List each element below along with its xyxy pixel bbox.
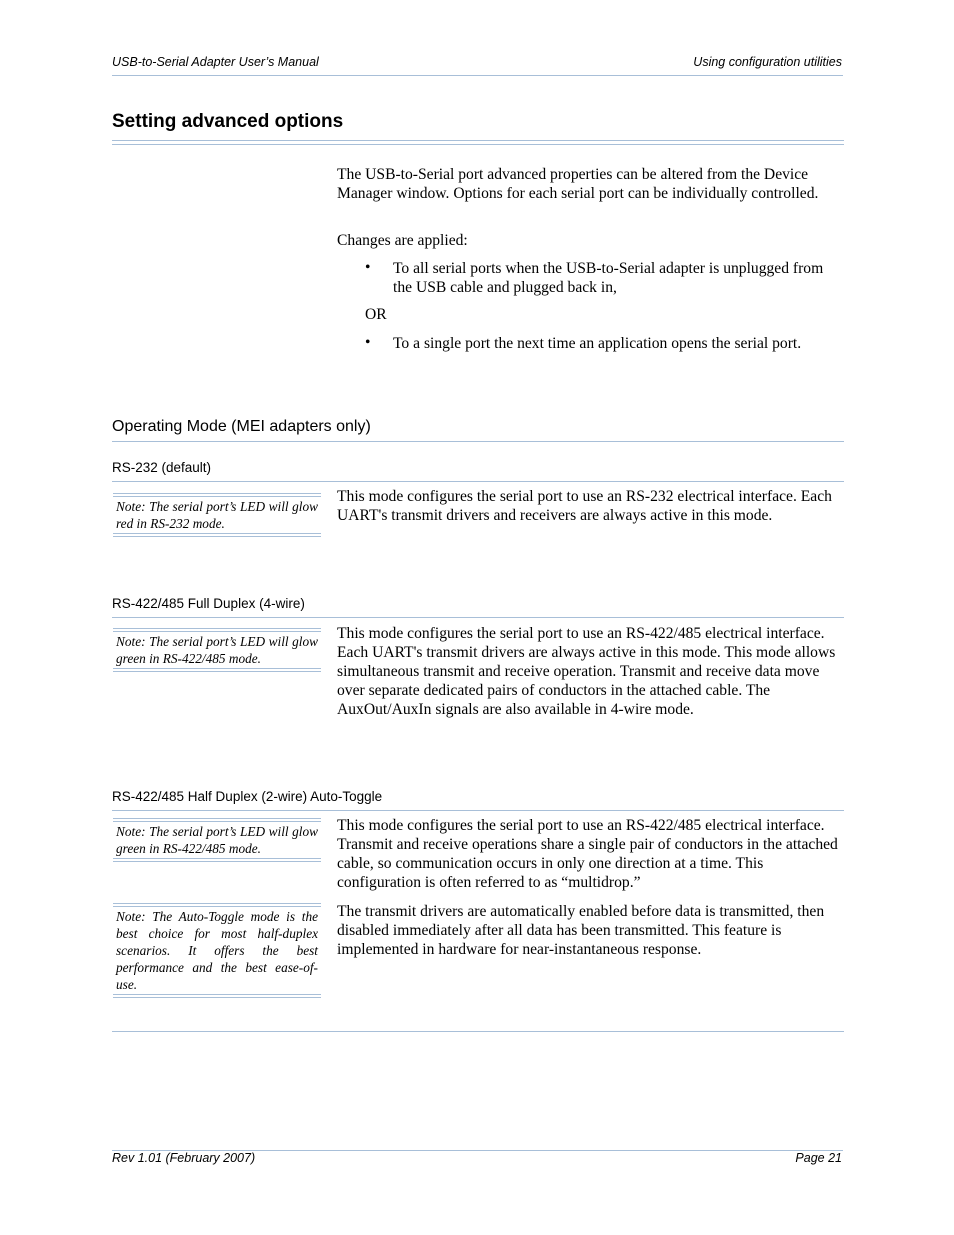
- subsection-title: Operating Mode (MEI adapters only): [112, 418, 371, 435]
- bullet-marker: •: [365, 334, 371, 351]
- rs232-note: [113, 493, 321, 537]
- note-bottom-rule: [113, 533, 321, 537]
- or-label: OR: [365, 306, 387, 323]
- section-title-rule: [112, 140, 844, 145]
- bullet-item: To all serial ports when the USB-to-Serial adapter is unplugged from the USB cable and plugged back in,: [393, 260, 824, 296]
- note-text: Note: The serial port’s LED will glow red in RS-232 mode.: [116, 499, 318, 531]
- full-duplex-text: This mode configures the serial port to use an RS-422/485 electrical interface. Each UART's transmit drivers are always active in this mode. This mode allows simultaneous transmit and receive operation. Transmit and receive data move over separate dedicated pairs of conductors in the attached cable. The AuxOut/AuxIn signals are also available in 4-wire mode.: [337, 625, 836, 718]
- rs232-description: [337, 487, 844, 525]
- note-text: Note: The serial port’s LED will glow green in RS-422/485 mode.: [116, 634, 318, 666]
- full-duplex-heading: RS-422/485 Full Duplex (4-wire): [112, 596, 305, 611]
- page-number: Page 21: [795, 1151, 842, 1165]
- half-duplex-heading: RS-422/485 Half Duplex (2-wire) Auto-Toggle: [112, 789, 383, 804]
- half-duplex-text-2: The transmit drivers are automatically enabled before data is transmitted, then disabled immediately after all data has been transmitted. This feature is implemented in hardware for near-instantaneous response.: [337, 903, 825, 958]
- note-text: Note: The serial port’s LED will glow green in RS-422/485 mode.: [116, 824, 318, 856]
- bullet-item: To a single port the next time an application opens the serial port.: [393, 335, 802, 352]
- subsection-rule: [112, 441, 844, 442]
- intro-paragraph: [337, 165, 844, 203]
- rs232-heading: RS-232 (default): [112, 460, 212, 475]
- half-duplex-rule: [112, 810, 844, 811]
- rs232-text: This mode configures the serial port to use an RS-232 electrical interface. Each UART's transmit drivers and receivers are always active in this mode.: [337, 488, 832, 524]
- full-duplex-rule: [112, 617, 844, 618]
- full-duplex-description: [337, 624, 844, 719]
- changes-label: Changes are applied:: [337, 232, 468, 249]
- full-duplex-note: [113, 628, 321, 672]
- note-bottom-rule: [113, 858, 321, 862]
- note-bottom-rule: [113, 668, 321, 672]
- note-text: Note: The Auto-Toggle mode is the best choice for most half-duplex scenarios. It offers the best performance and the best ease-of-use.: [116, 909, 318, 992]
- running-header-section: Using configuration utilities: [693, 55, 842, 69]
- running-header-title: USB-to-Serial Adapter User’s Manual: [112, 55, 319, 69]
- intro-text: The USB-to-Serial port advanced properties can be altered from the Device Manager window. Options for each serial port can be individually controlled.: [337, 166, 819, 202]
- footer-revision: Rev 1.01 (February 2007): [112, 1151, 256, 1165]
- half-duplex-note-led: [113, 818, 321, 862]
- half-duplex-note-auto-toggle: [113, 903, 321, 998]
- header-rule: [112, 75, 843, 76]
- rs232-rule: [112, 481, 844, 482]
- note-bottom-rule: [113, 994, 321, 998]
- section-end-rule: [112, 1031, 844, 1032]
- section-title: Setting advanced options: [112, 111, 344, 132]
- half-duplex-description: [337, 816, 844, 959]
- bullet-marker: •: [365, 259, 371, 276]
- half-duplex-text-1: This mode configures the serial port to use an RS-422/485 electrical interface. Transmit and receive operations share a single pair of conductors in the attached cable, so communication occurs in only one direction at a time. This configuration is often referred to as “multidrop.”: [337, 817, 838, 891]
